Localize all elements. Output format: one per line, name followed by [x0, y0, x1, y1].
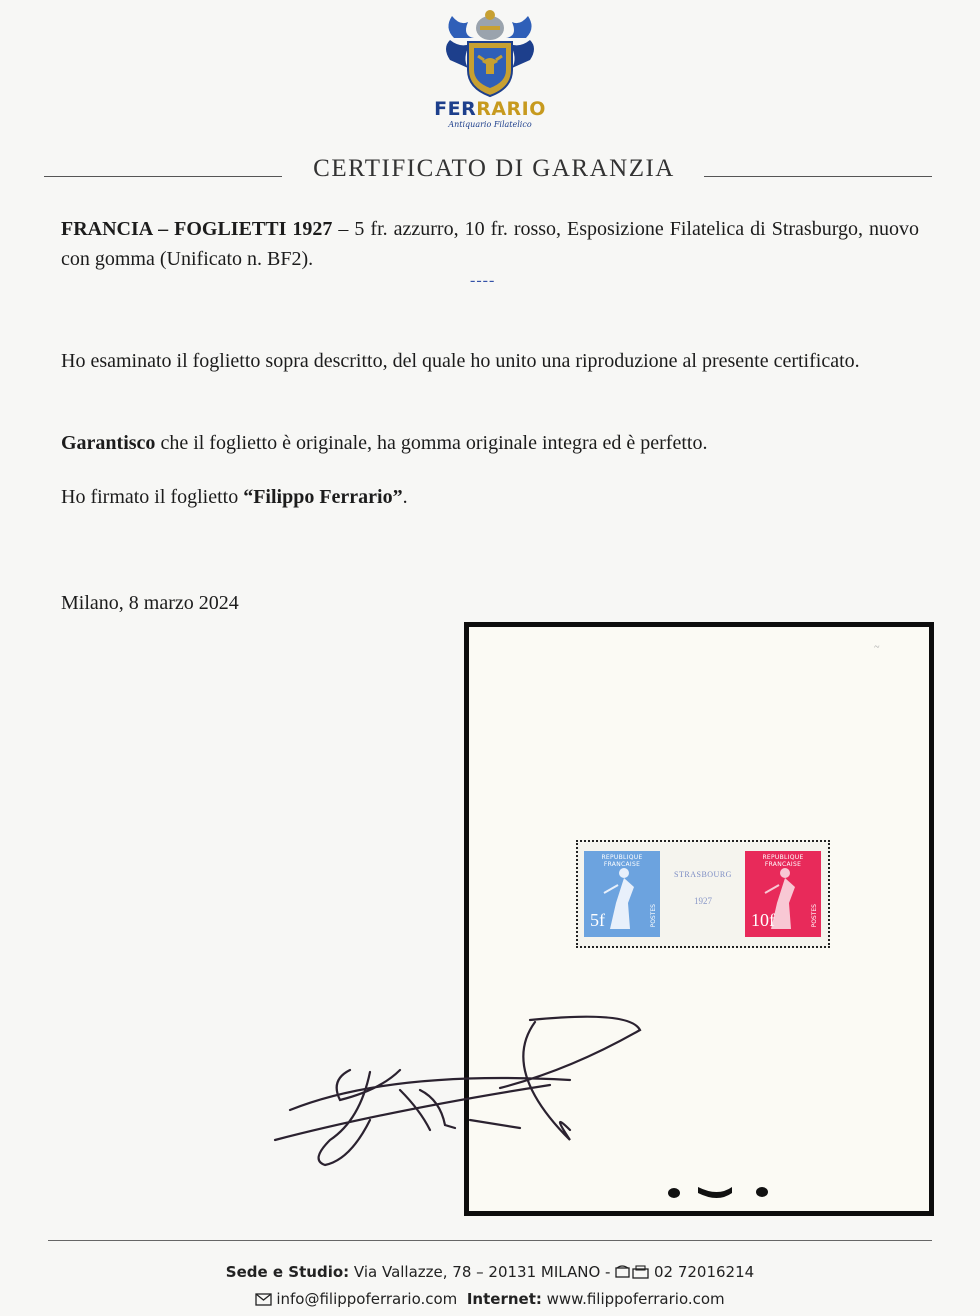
sower-figure-icon: [600, 863, 644, 933]
stamp-country-text: REPUBLIQUE FRANCAISE: [601, 854, 643, 868]
item-details: – 5 fr. azzurro, 10 fr. rosso, Esposizione Filatelica di Strasburgo, nuovo con gomma (Unificato n. BF2).: [61, 218, 919, 270]
stamp-block: [576, 840, 830, 948]
stamp-country-text: REPUBLIQUE FRANCAISE: [762, 854, 804, 868]
stamp-10f-red: [745, 851, 821, 937]
brand-tagline: Antiquario Filatelico: [448, 120, 532, 129]
signed-paragraph: [61, 482, 919, 512]
separator-dashes: ----: [470, 272, 496, 289]
certificate-title: CERTIFICATO DI GARANZIA: [313, 155, 675, 182]
internet-label: Internet:: [466, 1290, 542, 1308]
perforation-marks: [666, 1183, 776, 1203]
title-rule-right: [704, 176, 932, 177]
examination-paragraph: Ho esaminato il foglietto sopra descritto, del quale ho unito una riproduzione al presente certificato.: [61, 350, 860, 372]
guarantee-text: che il foglietto è originale, ha gomma originale integra ed è perfetto.: [155, 432, 708, 454]
envelope-icon: [255, 1293, 272, 1306]
signed-text: Ho firmato il foglietto: [61, 486, 244, 508]
signature: [270, 1010, 650, 1180]
place-date: Milano, 8 marzo 2024: [61, 592, 239, 614]
gutter-city: STRASBOURG: [674, 870, 732, 879]
stamp-value: 5f: [590, 910, 605, 930]
signer-name: “Filippo Ferrario”: [243, 486, 403, 508]
brand-name-part-1: FER: [434, 98, 477, 120]
email-link[interactable]: info@filippoferrario.com: [276, 1290, 458, 1308]
stamp-5f-blue: [584, 851, 660, 937]
brand-name: [400, 98, 580, 120]
footer-rule: [48, 1240, 932, 1241]
item-description: [61, 214, 919, 274]
website-link[interactable]: www.filippoferrario.com: [541, 1290, 725, 1308]
title-rule-left: [44, 176, 282, 177]
gutter-year: 1927: [694, 896, 712, 906]
stamp-posts-text: POSTES: [650, 903, 657, 927]
phone-fax-icon: [615, 1265, 649, 1279]
office-address: Via Vallazze, 78 – 20131 MILANO -: [349, 1263, 616, 1281]
phone-number: 02 72016214: [649, 1263, 755, 1281]
stamp-posts-text: POSTES: [811, 903, 818, 927]
guarantee-keyword: Garantisco: [61, 432, 156, 454]
pencil-mark: ~: [874, 642, 880, 653]
signed-end: .: [402, 486, 408, 508]
footer-address: [0, 1263, 980, 1281]
title-row: [44, 155, 932, 189]
guarantee-paragraph: [61, 428, 919, 458]
item-subject: FRANCIA – FOGLIETTI 1927: [61, 218, 333, 240]
office-label: Sede e Studio:: [225, 1263, 350, 1281]
stamp-value: 10f: [751, 910, 775, 930]
brand-name-part-2: RARIO: [476, 98, 546, 120]
footer-contacts: [0, 1290, 980, 1308]
